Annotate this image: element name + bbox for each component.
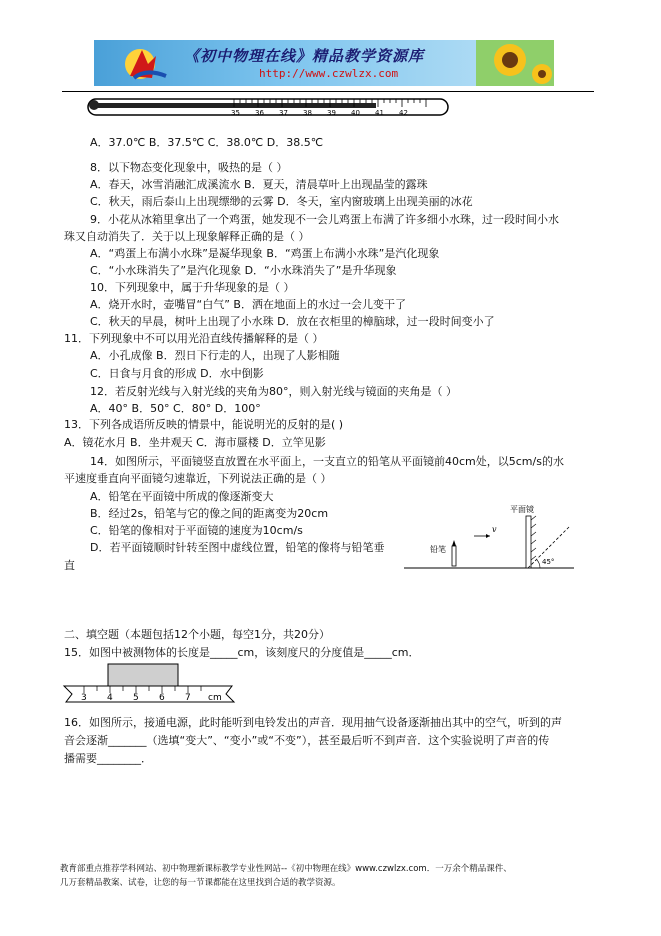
text-line-q13-options: A．镜花水月 B．坐井观天 C．海市蜃楼 D．立竿见影	[64, 436, 326, 449]
text-line-q16-1: 16．如图所示，接通电源，此时能听到电铃发出的声音．现用抽气设备逐渐抽出其中的空气，听到的声	[64, 716, 562, 729]
text-line-q9-stem1: 9．小花从冰箱里拿出了一个鸡蛋，她发现不一会儿鸡蛋上布满了许多细小水珠，过一段时间小水	[90, 213, 559, 226]
text-line-q12-stem: 12．若反射光线与入射光线的夹角为80°，则入射光线与镜面的夹角是（ ）	[90, 385, 457, 398]
mirror-pencil-figure	[404, 500, 574, 572]
text-line-q14-stem2: 平速度垂直向平面镜匀速靠近，下列说法正确的是（ ）	[64, 472, 332, 485]
text-line-q13-stem: 13．下列各成语所反映的情景中，能说明光的反射的是( )	[64, 418, 344, 431]
text-line-q8-stem: 8．以下物态变化现象中，吸热的是（ ）	[90, 161, 288, 174]
thermometer-figure	[84, 93, 454, 123]
ruler-unit: cm	[208, 693, 222, 703]
text-line-q8-cd: C．秋天，雨后泰山上出现缥缈的云雾 D．冬天，室内窗玻璃上出现美丽的冰花	[90, 195, 473, 208]
thermo-tick-39: 39	[327, 109, 336, 117]
text-line-section2: 二、填空题（本题包括12个小题，每空1分，共20分）	[64, 628, 330, 641]
measured-object	[108, 664, 178, 686]
text-line-q14-a: A．铅笔在平面镜中所成的像逐渐变大	[90, 490, 274, 503]
text-line-q9-cd: C．“小水珠消失了”是汽化现象 D．“小水珠消失了”是升华现象	[90, 264, 397, 277]
pencil-label: 铅笔	[430, 545, 446, 554]
ruler-tick-7: 7	[185, 693, 191, 703]
thermo-tick-38: 38	[303, 109, 312, 117]
text-line-q10-cd: C．秋天的早晨，树叶上出现了小水珠 D．放在衣柜里的樟脑球，过一段时间变小了	[90, 315, 495, 328]
text-line-q10-ab: A．烧开水时，壶嘴冒“白气” B．洒在地面上的水过一会儿变干了	[90, 298, 406, 311]
text-line-q14-c: C．铅笔的像相对于平面镜的速度为10cm/s	[90, 524, 303, 537]
text-line-q15: 15．如图中被测物体的长度是_____cm，该刻度尺的分度值是_____cm．	[64, 646, 420, 659]
footer-line-1: 教育部重点推荐学科网站、初中物理新课标教学专业性网站--《初中物理在线》www.czwlzx.com．一万余个精品课件、	[60, 864, 512, 874]
ruler-figure	[62, 662, 242, 704]
banner-url: http://www.czwlzx.com	[259, 67, 399, 80]
thermo-tick-41: 41	[375, 109, 384, 117]
ruler-tick-4: 4	[107, 693, 113, 703]
text-line-q12-options: A．40° B．50° C．80° D．100°	[90, 402, 261, 415]
text-line-q14-stem1: 14．如图所示，平面镜竖直放置在水平面上，一支直立的铅笔从平面镜前40cm处，以5cm/s的水	[90, 455, 564, 468]
text-line-q14-d2: 直	[64, 559, 75, 572]
pencil-icon	[452, 546, 456, 566]
text-line-q9-ab: A．“鸡蛋上布满小水珠”是凝华现象 B．“鸡蛋上布满小水珠”是汽化现象	[90, 247, 440, 260]
text-line-q14-b: B．经过2s，铅笔与它的像之间的距离变为20cm	[90, 507, 329, 520]
thermo-tick-36: 36	[255, 109, 264, 117]
thermo-tick-35: 35	[231, 109, 240, 117]
header-rule	[62, 91, 594, 92]
text-line-q11-cd: C．日食与月食的形成 D．水中倒影	[90, 367, 264, 380]
thermo-tick-37: 37	[279, 109, 288, 117]
velocity-label: v	[492, 525, 497, 534]
footer-line-2: 几万套精品教案、试卷，让您的每一节课都能在这里找到合适的教学资源。	[60, 878, 341, 888]
thermo-tick-40: 40	[351, 109, 360, 117]
ruler-tick-5: 5	[133, 693, 139, 703]
angle-label: 45°	[542, 558, 555, 566]
ruler-tick-6: 6	[159, 693, 165, 703]
mirror-icon	[526, 516, 531, 568]
site-logo-icon	[122, 46, 172, 82]
sunflower-icon	[476, 40, 554, 86]
text-line-q7-options: A．37.0℃ B．37.5℃ C．38.0℃ D．38.5℃	[90, 136, 324, 149]
text-line-q16-3: 播需要________．	[64, 752, 152, 765]
text-line-q10-stem: 10．下列现象中，属于升华现象的是（ ）	[90, 281, 295, 294]
text-line-q9-stem2: 珠又自动消失了．关于以上现象解释正确的是（ ）	[64, 230, 310, 243]
text-line-q11-ab: A．小孔成像 B．烈日下行走的人，出现了人影相随	[90, 349, 340, 362]
header-banner	[94, 40, 554, 86]
thermo-tick-42: 42	[399, 109, 408, 117]
mirror-label: 平面镜	[510, 505, 534, 514]
banner-title: 《初中物理在线》精品教学资源库	[184, 47, 425, 65]
ruler-tick-3: 3	[81, 693, 87, 703]
text-line-q11-stem: 11．下列现象中不可以用光沿直线传播解释的是（ ）	[64, 332, 324, 345]
text-line-q14-d1: D．若平面镜顺时针转至图中虚线位置，铅笔的像将与铅笔垂	[90, 541, 385, 554]
text-line-q16-2: 音会逐渐_______（选填“变大”、“变小”或“不变”），甚至最后听不到声音．这个实验说明了声音的传	[64, 734, 550, 747]
text-line-q8-ab: A．春天，冰雪消融汇成溪流水 B．夏天，清晨草叶上出现晶莹的露珠	[90, 178, 428, 191]
